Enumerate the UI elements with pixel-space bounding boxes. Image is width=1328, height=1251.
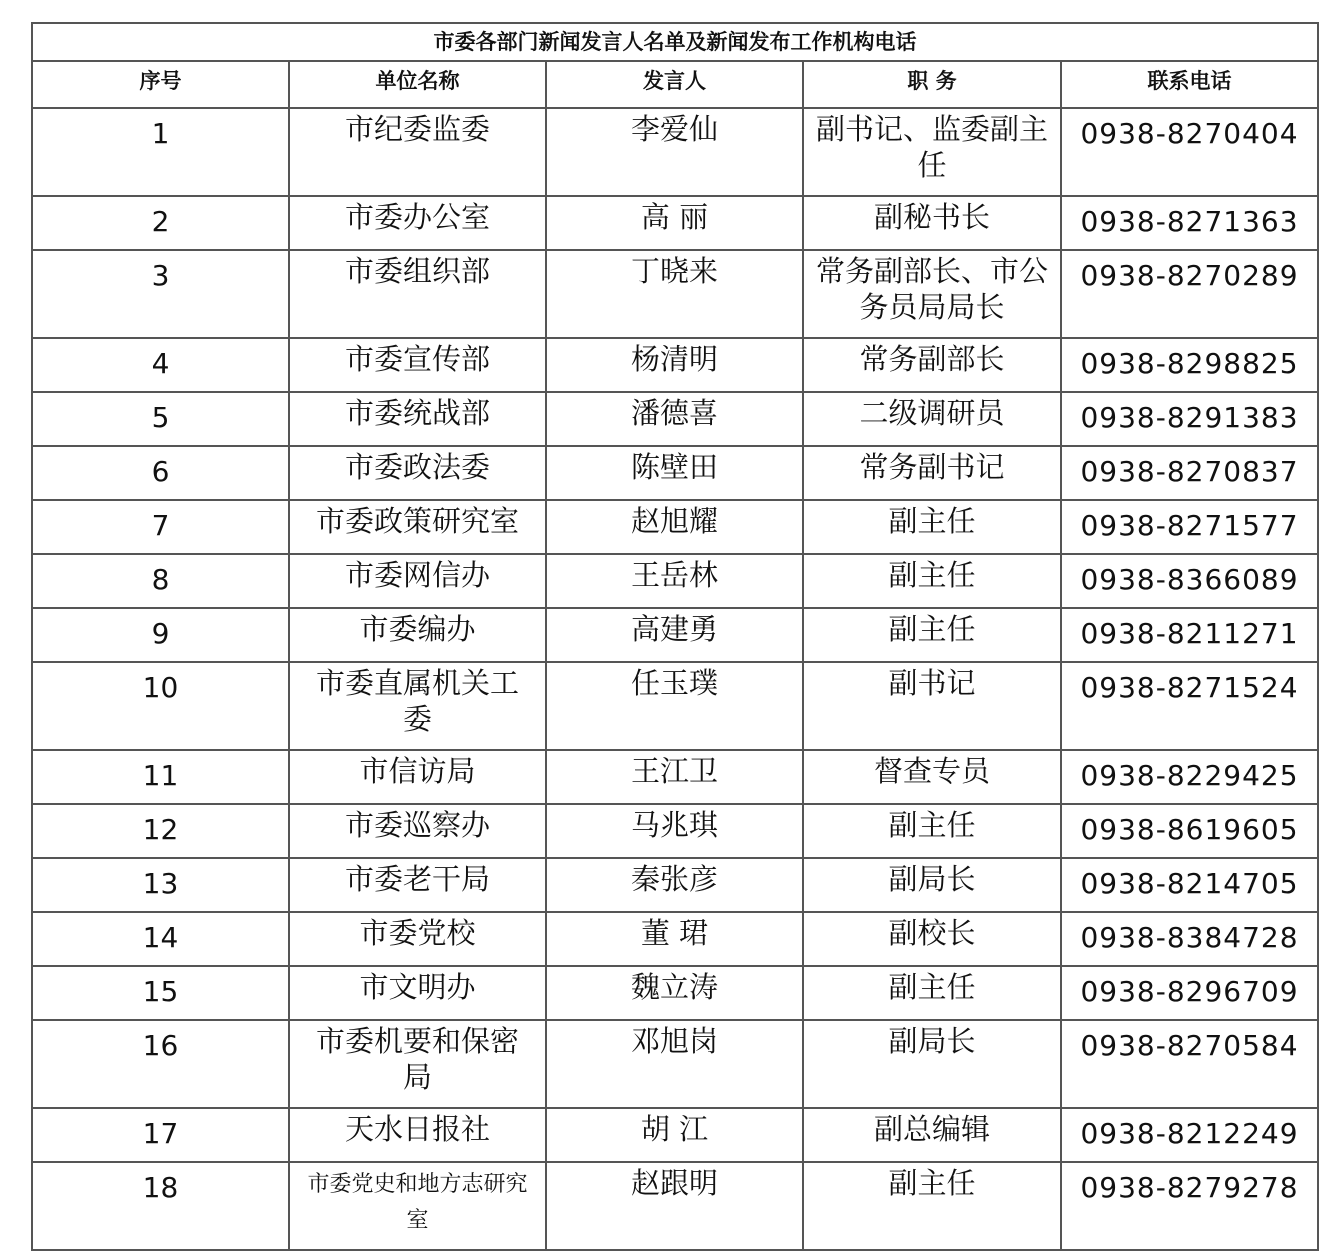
cell-position-text: 常务副书记 <box>859 450 1005 484</box>
cell-seq: 13 <box>32 858 289 912</box>
cell-seq: 17 <box>32 1108 289 1162</box>
cell-position-text: 常务副部长 <box>859 342 1005 376</box>
table-row <box>32 1020 1318 1108</box>
cell-position <box>803 446 1061 500</box>
cell-seq: 4 <box>32 338 289 392</box>
cell-spokesperson: 马兆琪 <box>546 804 803 858</box>
cell-unit-text: 市委老干局 <box>344 862 490 896</box>
cell-phone: 0938-8214705 <box>1061 858 1318 912</box>
cell-unit-text: 市委党校 <box>359 916 476 950</box>
cell-seq: 3 <box>32 250 289 338</box>
cell-spokesperson: 赵旭耀 <box>546 500 803 554</box>
cell-unit-text: 市纪委监委 <box>344 112 490 146</box>
cell-phone: 0938-8619605 <box>1061 804 1318 858</box>
cell-position-text: 副主任 <box>888 1166 976 1200</box>
cell-position <box>803 500 1061 554</box>
cell-unit <box>289 912 546 966</box>
cell-spokesperson: 任玉璞 <box>546 662 803 750</box>
cell-position <box>803 338 1061 392</box>
cell-seq: 18 <box>32 1162 289 1250</box>
cell-position-text: 副校长 <box>888 916 976 950</box>
cell-phone: 0938-8298825 <box>1061 338 1318 392</box>
cell-unit <box>289 392 546 446</box>
table-row <box>32 392 1318 446</box>
cell-unit-text: 天水日报社 <box>344 1112 490 1146</box>
cell-phone: 0938-8270837 <box>1061 446 1318 500</box>
cell-position <box>803 196 1061 250</box>
cell-unit-text: 市信访局 <box>359 754 476 788</box>
cell-position-text: 副书记、监委副主任 <box>815 112 1048 182</box>
cell-position-text: 副局长 <box>888 862 976 896</box>
cell-seq: 8 <box>32 554 289 608</box>
spokesperson-table <box>31 22 1319 1251</box>
table-row <box>32 750 1318 804</box>
cell-spokesperson: 杨清明 <box>546 338 803 392</box>
cell-spokesperson: 邓旭岗 <box>546 1020 803 1108</box>
cell-phone: 0938-8211271 <box>1061 608 1318 662</box>
cell-unit-text: 市委宣传部 <box>344 342 490 376</box>
table-row <box>32 662 1318 750</box>
cell-unit <box>289 1108 546 1162</box>
cell-phone: 0938-8366089 <box>1061 554 1318 608</box>
cell-unit-text: 市委网信办 <box>344 558 490 592</box>
cell-position <box>803 1162 1061 1250</box>
cell-spokesperson: 高建勇 <box>546 608 803 662</box>
cell-spokesperson: 王岳林 <box>546 554 803 608</box>
cell-phone: 0938-8270289 <box>1061 250 1318 338</box>
cell-unit <box>289 108 546 196</box>
cell-unit <box>289 750 546 804</box>
cell-position <box>803 858 1061 912</box>
cell-unit <box>289 1020 546 1108</box>
cell-position <box>803 1108 1061 1162</box>
cell-position-text: 副主任 <box>888 970 976 1004</box>
table-row <box>32 608 1318 662</box>
cell-unit-text: 市委直属机关工委 <box>315 666 519 736</box>
cell-seq: 11 <box>32 750 289 804</box>
cell-position-text: 督查专员 <box>873 754 990 788</box>
cell-position <box>803 554 1061 608</box>
cell-unit-text: 市委党史和地方志研究室 <box>307 1172 528 1233</box>
cell-position-text: 副主任 <box>888 808 976 842</box>
cell-unit <box>289 446 546 500</box>
table-row <box>32 804 1318 858</box>
cell-position-text: 副总编辑 <box>873 1112 990 1146</box>
table-row <box>32 912 1318 966</box>
cell-phone: 0938-8270404 <box>1061 108 1318 196</box>
table-row <box>32 858 1318 912</box>
cell-spokesperson: 胡 江 <box>546 1108 803 1162</box>
cell-seq: 10 <box>32 662 289 750</box>
cell-unit <box>289 250 546 338</box>
table-body <box>32 108 1318 1250</box>
cell-unit-text: 市委政策研究室 <box>315 504 519 538</box>
header-position: 职 务 <box>803 61 1061 108</box>
header-spokesperson: 发言人 <box>546 61 803 108</box>
cell-unit <box>289 1162 546 1250</box>
cell-unit <box>289 966 546 1020</box>
cell-seq: 14 <box>32 912 289 966</box>
cell-unit <box>289 608 546 662</box>
cell-unit <box>289 662 546 750</box>
cell-position <box>803 750 1061 804</box>
spokesperson-table-document <box>31 22 1317 1251</box>
cell-phone: 0938-8271577 <box>1061 500 1318 554</box>
cell-phone: 0938-8279278 <box>1061 1162 1318 1250</box>
header-phone: 联系电话 <box>1061 61 1318 108</box>
cell-unit-text: 市委机要和保密局 <box>315 1024 519 1094</box>
cell-unit <box>289 804 546 858</box>
cell-seq: 12 <box>32 804 289 858</box>
cell-position-text: 副书记 <box>888 666 976 700</box>
table-row <box>32 1108 1318 1162</box>
cell-unit <box>289 858 546 912</box>
table-row <box>32 250 1318 338</box>
cell-unit-text: 市委编办 <box>359 612 476 646</box>
cell-position-text: 副主任 <box>888 504 976 538</box>
cell-spokesperson: 魏立涛 <box>546 966 803 1020</box>
cell-spokesperson: 李爱仙 <box>546 108 803 196</box>
cell-position <box>803 912 1061 966</box>
cell-spokesperson: 王江卫 <box>546 750 803 804</box>
cell-phone: 0938-8271363 <box>1061 196 1318 250</box>
cell-phone: 0938-8384728 <box>1061 912 1318 966</box>
cell-phone: 0938-8291383 <box>1061 392 1318 446</box>
cell-seq: 16 <box>32 1020 289 1108</box>
header-seq: 序号 <box>32 61 289 108</box>
cell-unit-text: 市委巡察办 <box>344 808 490 842</box>
cell-seq: 6 <box>32 446 289 500</box>
table-row <box>32 446 1318 500</box>
cell-seq: 5 <box>32 392 289 446</box>
cell-spokesperson: 高 丽 <box>546 196 803 250</box>
table-row <box>32 966 1318 1020</box>
cell-unit <box>289 554 546 608</box>
cell-position <box>803 250 1061 338</box>
cell-unit-text: 市文明办 <box>359 970 476 1004</box>
table-row <box>32 500 1318 554</box>
cell-position <box>803 804 1061 858</box>
cell-position <box>803 1020 1061 1108</box>
cell-phone: 0938-8271524 <box>1061 662 1318 750</box>
cell-position-text: 副主任 <box>888 558 976 592</box>
table-title: 市委各部门新闻发言人名单及新闻发布工作机构电话 <box>32 23 1318 61</box>
cell-spokesperson: 秦张彦 <box>546 858 803 912</box>
table-row <box>32 554 1318 608</box>
cell-spokesperson: 董 珺 <box>546 912 803 966</box>
cell-spokesperson: 丁晓来 <box>546 250 803 338</box>
cell-position <box>803 392 1061 446</box>
cell-position-text: 副局长 <box>888 1024 976 1058</box>
cell-seq: 2 <box>32 196 289 250</box>
cell-unit <box>289 196 546 250</box>
cell-position <box>803 662 1061 750</box>
cell-seq: 1 <box>32 108 289 196</box>
cell-unit <box>289 338 546 392</box>
header-unit: 单位名称 <box>289 61 546 108</box>
cell-phone: 0938-8212249 <box>1061 1108 1318 1162</box>
cell-seq: 9 <box>32 608 289 662</box>
table-row <box>32 108 1318 196</box>
cell-phone: 0938-8229425 <box>1061 750 1318 804</box>
cell-seq: 7 <box>32 500 289 554</box>
table-row <box>32 196 1318 250</box>
cell-position <box>803 608 1061 662</box>
cell-spokesperson: 陈壁田 <box>546 446 803 500</box>
cell-position <box>803 108 1061 196</box>
cell-unit-text: 市委统战部 <box>344 396 490 430</box>
cell-position-text: 常务副部长、市公务员局局长 <box>815 254 1048 324</box>
cell-spokesperson: 赵跟明 <box>546 1162 803 1250</box>
cell-unit-text: 市委办公室 <box>344 200 490 234</box>
cell-position-text: 二级调研员 <box>859 396 1005 430</box>
cell-position-text: 副秘书长 <box>873 200 990 234</box>
cell-phone: 0938-8296709 <box>1061 966 1318 1020</box>
cell-position <box>803 966 1061 1020</box>
table-row <box>32 338 1318 392</box>
cell-unit <box>289 500 546 554</box>
cell-position-text: 副主任 <box>888 612 976 646</box>
cell-phone: 0938-8270584 <box>1061 1020 1318 1108</box>
cell-unit-text: 市委组织部 <box>344 254 490 288</box>
cell-seq: 15 <box>32 966 289 1020</box>
cell-unit-text: 市委政法委 <box>344 450 490 484</box>
cell-spokesperson: 潘德喜 <box>546 392 803 446</box>
table-row <box>32 1162 1318 1250</box>
